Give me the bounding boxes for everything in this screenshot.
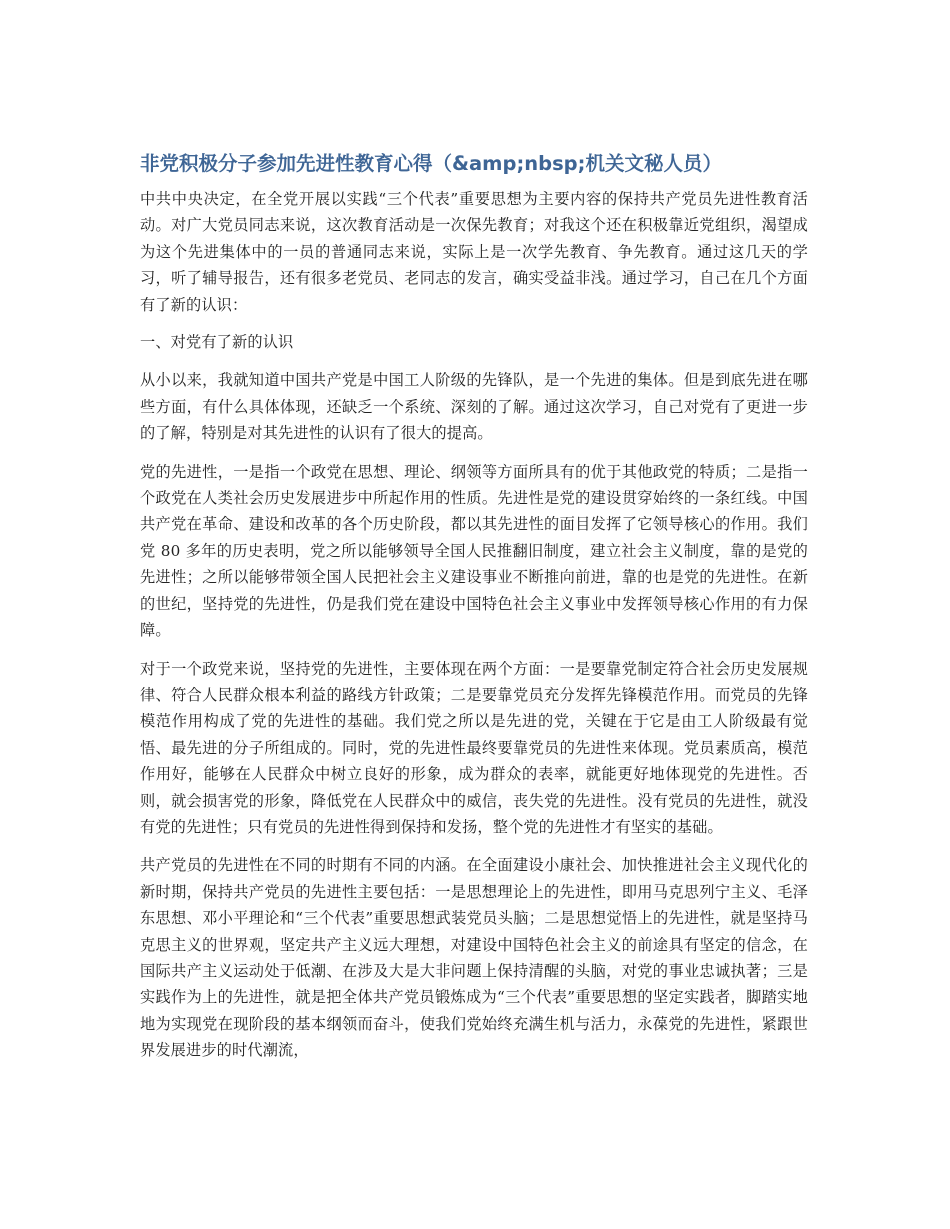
paragraph-intro: 中共中央决定，在全党开展以实践“三个代表”重要思想为主要内容的保持共产党员先进性教育活动。对广大党员同志来说，这次教育活动是一次保先教育；对我这个还在积极靠近党组织，渴望成为这个先进集体中的一员的普通同志来说，实际上是一次学先教育、争先教育。通过这几天的学习，听了辅导报告，还有很多老党员、老同志的发言，确实受益非浅。通过学习，自己在几个方面有了新的认识： [140,190,808,314]
paragraph: 对于一个政党来说，坚持党的先进性，主要体现在两个方面：一是要靠党制定符合社会历史发展规律、符合人民群众根本利益的路线方针政策；二是要靠党员充分发挥先锋模范作用。而党员的先锋模范作用构成了党的先进性的基础。我们党之所以是先进的党，关键在于它是由工人阶级最有觉悟、最先进的分子所组成的。同时，党的先进性最终要靠党员的先进性来体现。党员素质高，模范作用好，能够在人民群众中树立良好的形象，成为群众的表率，就能更好地体现党的先进性。否则，就会损害党的形象，降低党在人民群众中的威信，丧失党的先进性。没有党员的先进性，就没有党的先进性；只有党员的先进性得到保持和发扬，整个党的先进性才有坚实的基础。 [140,659,808,836]
paragraph: 从小以来，我就知道中国共产党是中国工人阶级的先锋队，是一个先进的集体。但是到底先进在哪些方面，有什么具体体现，还缺乏一个系统、深刻的了解。通过这次学习，自己对党有了更进一步的了解，特别是对其先进性的认识有了很大的提高。 [140,371,808,443]
section-heading: 一、对党有了新的认识 [140,333,294,352]
paragraph: 党的先进性，一是指一个政党在思想、理论、纲领等方面所具有的优于其他政党的特质；二是指一个政党在人类社会历史发展进步中所起作用的性质。先进性是党的建设贯穿始终的一条红线。中国共产党在革命、建设和改革的各个历史阶段，都以其先进性的面目发挥了它领导核心的作用。我们党 80 多年的历史表明，党之所以能够领导全国人民推翻旧制度，建立社会主义制度，靠的是党的先进性；之所以能够带领全国人民把社会主义建设事业不断推向前进，靠的也是党的先进性。在新的世纪，坚持党的先进性，仍是我们党在建设中国特色社会主义事业中发挥领导核心作用的有力保障。 [140,462,808,640]
document-body [140,148,808,1076]
paragraph: 共产党员的先进性在不同的时期有不同的内涵。在全面建设小康社会、加快推进社会主义现代化的新时期，保持共产党员的先进性主要包括：一是思想理论上的先进性，即用马克思列宁主义、毛泽东思想、邓小平理论和“三个代表”重要思想武装党员头脑；二是思想觉悟上的先进性，就是坚持马克思主义的世界观，坚定共产主义远大理想，对建设中国特色社会主义的前途具有坚定的信念，在国际共产主义运动处于低潮、在涉及大是大非问题上保持清醒的头脑，对党的事业忠诚执著；三是实践作为上的先进性，就是把全体共产党员锻炼成为“三个代表”重要思想的坚定实践者，脚踏实地地为实现党在现阶段的基本纲领而奋斗，使我们党始终充满生机与活力，永葆党的先进性，紧跟世界发展进步的时代潮流， [140,856,808,1060]
document-title: 非党积极分子参加先进性教育心得（&amp;nbsp;机关文秘人员） [140,152,722,175]
